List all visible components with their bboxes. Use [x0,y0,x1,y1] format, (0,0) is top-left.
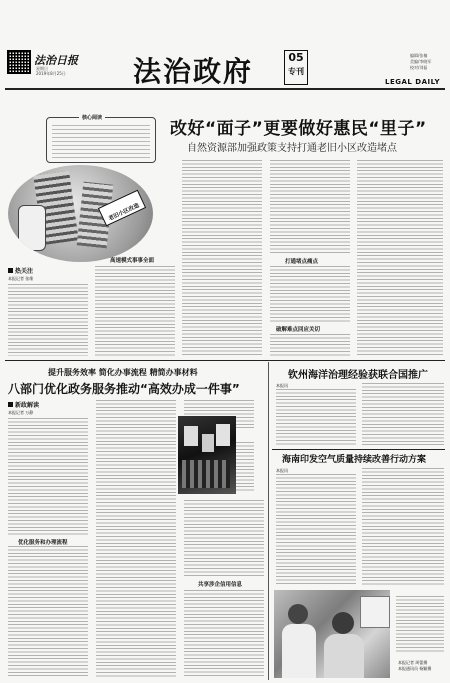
masthead-date: 2019年8月25日 [36,71,66,76]
photo-credit-2: 本报通讯员 杨颖摄 [398,666,432,671]
policy-label: 新政解读 [8,400,39,409]
editor-line-3: 校对/刘磊 [410,65,428,70]
section-number: 05 [288,51,304,64]
brand-legal-daily: LEGAL DAILY [385,78,441,86]
second-kicker: 提升服务效率 简化办事流程 精简办事材料 [48,368,198,377]
square-bullet-icon [8,402,13,407]
second-subhead-b: 共享涉企信用信息 [198,582,243,588]
community-photo [274,590,390,678]
government-photo [178,416,236,494]
lead-column-5 [357,160,443,356]
masthead-weekday: 星期日 [36,66,48,71]
second-column-1 [8,418,88,536]
right-top-byline: 本报讯 [276,383,288,388]
lead-subhead-a: 高速模式事事全面 [110,258,155,264]
lead-column-1 [8,284,88,356]
section-kind: 专刊 [288,67,304,76]
right-mid-rule [272,449,445,450]
photo-credit-1: 本报记者 周蕾摄 [398,660,428,665]
core-reading-box [46,117,156,163]
lead-bottom-rule [5,360,445,361]
column-divider [268,362,269,680]
second-byline: 本报记者 万静 [8,410,34,415]
core-reading-label: 核心阅读 [79,114,105,121]
lead-subhead-mid: 打通堵点痛点 [285,259,319,265]
section-title: 法治政府 [133,55,254,88]
square-bullet-icon [8,268,13,273]
lead-column-4 [270,160,350,254]
lead-subheadline: 自然资源部加强政策支持打通老旧小区改造堵点 [187,143,397,154]
lead-subhead-b: 破解难点回应关切 [276,327,321,333]
lead-headline: 改好“面子”更要做好惠民“里子” [170,119,427,139]
right-bottom-column-1 [276,474,356,586]
section-number-badge [284,50,308,85]
lead-byline: 本报记者 张维 [8,276,34,281]
lead-column-2 [95,266,175,356]
qr-code [7,50,31,74]
paper-name: 法治日报 [34,54,78,67]
second-column-4 [184,500,264,576]
editor-line-1: 编辑/张楠 [410,53,428,58]
right-top-column-1 [276,389,356,446]
second-subhead-c: 优化服务和办理流程 [18,540,68,546]
illustration-sign-text: 老旧小区改造 [107,202,141,223]
second-column-2 [96,400,176,678]
second-headline: 八部门优化政务服务推动“高效办成一件事” [8,382,240,396]
right-top-column-2 [362,383,444,446]
photo-caption-text [396,596,444,652]
right-bottom-byline: 本报讯 [276,468,288,473]
right-bottom-headline: 海南印发空气质量持续改善行动方案 [282,455,427,465]
right-bottom-column-2 [362,468,444,586]
right-top-headline: 钦州海洋治理经验获联合国推广 [288,370,428,381]
lead-column-3 [182,160,262,356]
hot-focus-label: 热关注 [8,266,33,275]
masthead-rule [5,88,445,90]
editor-line-2: 美编/李晓军 [410,59,432,64]
